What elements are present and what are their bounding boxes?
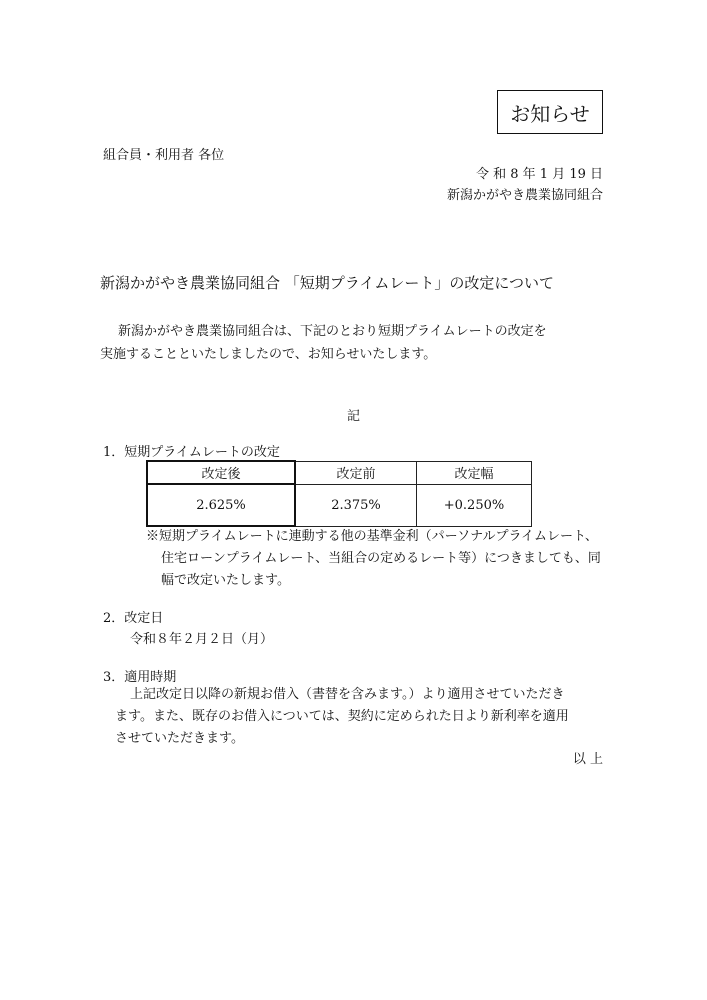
section1-heading: 1．短期プライムレートの改定 bbox=[103, 445, 280, 460]
header-after: 改定後 bbox=[147, 461, 295, 484]
header-before: 改定前 bbox=[295, 461, 417, 484]
section3-line-3: させていただきます。 bbox=[115, 731, 244, 746]
rate-table-value-row bbox=[147, 484, 532, 526]
document-date: 令 和 8 年 1 月 19 日 bbox=[475, 167, 603, 182]
rate-table-header-row bbox=[147, 461, 532, 484]
value-change: +0.250% bbox=[417, 484, 532, 526]
section3-line-2: ます。また、既存のお借入については、契約に定められた日より新利率を適用 bbox=[115, 709, 569, 724]
intro-line-1: 新潟かがやき農業協同組合は、下記のとおり短期プライムレートの改定を bbox=[118, 324, 547, 339]
document-title: 新潟かがやき農業協同組合 「短期プライムレート」の改定について bbox=[100, 274, 555, 292]
intro-line-2: 実施することといたしましたので、お知らせいたします。 bbox=[100, 347, 437, 362]
issuer-name: 新潟かがやき農業協同組合 bbox=[446, 188, 603, 203]
notice-label-box bbox=[497, 90, 603, 134]
notice-label: お知らせ bbox=[510, 101, 590, 126]
note-line-1: ※短期プライムレートに連動する他の基準金利（パーソナルプライムレート、 bbox=[146, 529, 598, 544]
addressee: 組合員・利用者 各位 bbox=[103, 148, 225, 163]
ki-heading: 記 bbox=[347, 409, 361, 424]
section2-heading: 2．改定日 bbox=[103, 611, 164, 626]
header-change: 改定幅 bbox=[417, 461, 532, 484]
section3-heading: 3．適用時期 bbox=[103, 670, 177, 685]
value-before: 2.375% bbox=[295, 484, 417, 526]
note-line-2: 住宅ローンプライムレート、当組合の定めるレート等）につきましても、同 bbox=[161, 551, 601, 566]
section3-line-1: 上記改定日以降の新規お借入（書替を含みます。）より適用させていただき bbox=[130, 687, 565, 702]
rate-table bbox=[146, 460, 532, 527]
closing: 以 上 bbox=[572, 752, 603, 767]
note-line-3: 幅で改定いたします。 bbox=[161, 573, 290, 588]
value-after: 2.625% bbox=[147, 484, 295, 526]
section2-body: 令和８年２月２日（月） bbox=[130, 632, 274, 647]
